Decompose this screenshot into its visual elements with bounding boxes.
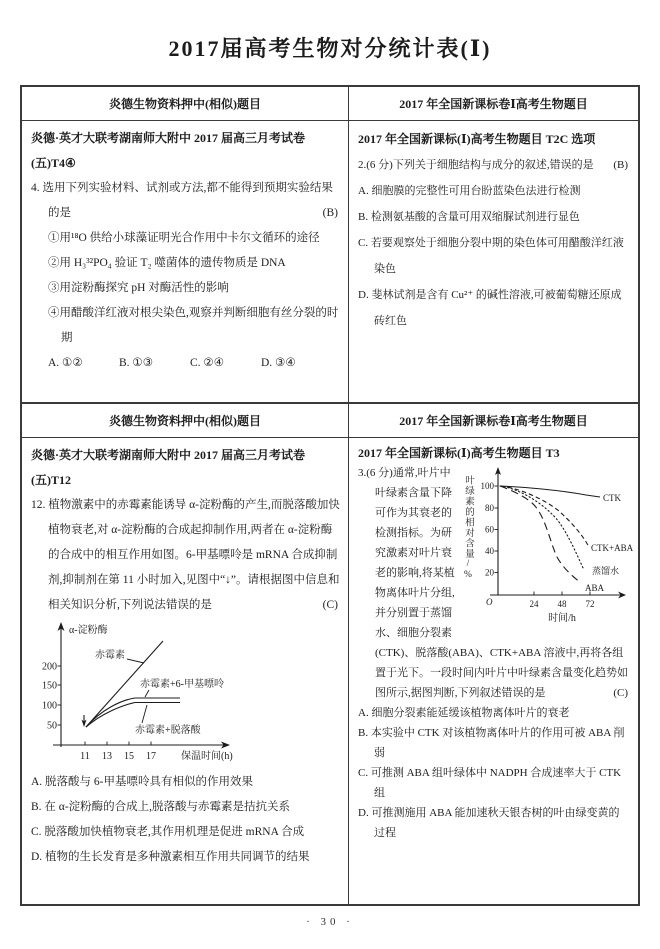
label-pointer: [142, 705, 147, 723]
label-pointer: [145, 690, 149, 697]
answer-key: (C): [613, 687, 628, 699]
statement-item: ②用 H₃³²PO₄ 验证 T₂ 噬菌体的遗传物质是 DNA: [48, 257, 286, 269]
choice-b: B. ①③: [119, 357, 154, 369]
question-stem: [31, 493, 340, 618]
series-label-ctk: CTK: [603, 493, 621, 503]
series-label-distilled-water: 蒸馏水: [592, 566, 620, 576]
choice-row: [48, 351, 340, 376]
section1-right-cell: [349, 121, 638, 402]
page-number: · 30 ·: [306, 916, 354, 928]
table-row-section1: [22, 121, 638, 404]
y-axis-label: α-淀粉酶: [69, 625, 108, 636]
series-curve-gibberellin-aba: [86, 703, 180, 728]
series-label-methylpurine: 赤霉素+6-甲基嘌呤: [140, 679, 224, 690]
option-d: D. 可推测施用 ABA 能加速秋天银杏树的叶由绿变黄的过程: [358, 807, 620, 839]
question-stem: [358, 463, 630, 703]
x-tick-15: 15: [124, 751, 134, 762]
option-a: A. 细胞膜的完整性可用台盼蓝染色法进行检测: [358, 185, 581, 197]
table-header-row-2: [22, 404, 638, 438]
statement-item: ④用醋酸洋红液对根尖染色,观察并判断细胞有丝分裂的时期: [48, 307, 339, 344]
table-row-section2: [22, 438, 638, 904]
option-c: C. 若要观察处于细胞分裂中期的染色体可用醋酸洋红液染色: [358, 237, 624, 275]
y-tick-40: 40: [485, 546, 494, 556]
x-tick-72: 72: [585, 599, 595, 609]
section2-right-cell: [349, 438, 638, 904]
origin-label: O: [486, 597, 493, 607]
answer-key: (B): [322, 207, 338, 219]
series-label-gibberellin: 赤霉素: [95, 650, 125, 661]
comparison-table: [20, 85, 640, 906]
y-tick-200: 200: [42, 661, 57, 673]
page-title: 2017届高考生物对分统计表(Ⅰ): [168, 36, 492, 61]
option-b: B. 检测氨基酸的含量可用双缩脲试剂进行显色: [358, 211, 580, 223]
series-label-aba: 赤霉素+脱落酸: [135, 725, 201, 736]
question-source: 炎德·英才大联考湖南师大附中 2017 届高三月考试卷(五)T4④: [31, 131, 306, 170]
question-text: 12. 植物激素中的赤霉素能诱导 α-淀粉酶的产生,而脱落酸加快植物衰老,对 α-淀粉酶的合成起抑制作用,两者在 α-淀粉酶的合成中的相互作用如图。6-甲基嘌呤是 mRNA 合成抑制剂,抑制剂在第 11 小时加入,见图中“↓”。请根据图中信息和相关知识分析,下列说法错误的是: [31, 499, 340, 611]
answer-key: (C): [322, 599, 338, 611]
option-a: A. 脱落酸与 6-甲基嘌呤具有相似的作用效果: [31, 776, 254, 788]
question-text: 3.(6 分)通常,叶片中叶绿素含量下降可作为其衰老的检测指标。为研究激素对叶片衰老的影响,将某植物离体叶片分组,并分别置于蒸馏水、细胞分裂素(CTK)、脱落酸(ABA)、CTK+ABA 溶液中,再将各组置于光下。一段时间内叶片中叶绿素含量变化趋势如图所示,据图判断,下列叙述错误的是: [358, 467, 628, 699]
section1-left-cell: [22, 121, 349, 402]
header-cell-left: 炎德生物资料押中(相似)题目: [22, 404, 349, 437]
choice-d: D. ③④: [261, 357, 296, 369]
option-c: C. 脱落酸加快植物衰老,其作用机理是促进 mRNA 合成: [31, 826, 305, 838]
option-c: C. 可推测 ABA 组叶绿体中 NADPH 合成速率大于 CTK 组: [358, 767, 622, 799]
question-stem: [31, 176, 340, 226]
header-cell-right: 2017 年全国新课标卷Ⅰ高考生物题目: [399, 97, 588, 111]
option-b: B. 本实验中 CTK 对该植物离体叶片的作用可被 ABA 削弱: [358, 727, 625, 759]
x-tick-13: 13: [102, 751, 112, 762]
question-stem: [358, 152, 630, 178]
option-d: D. 植物的生长发育是多种激素相互作用共同调节的结果: [31, 851, 310, 863]
header-cell-left: 炎德生物资料押中(相似)题目: [22, 87, 349, 120]
question-source: 炎德·英才大联考湖南师大附中 2017 届高三月考试卷(五)T12: [31, 448, 306, 487]
statement-item: ③用淀粉酶探究 pH 对酶活性的影响: [48, 282, 229, 294]
question-text: 2.(6 分)下列关于细胞结构与成分的叙述,错误的是: [358, 159, 594, 171]
y-tick-50: 50: [47, 720, 57, 732]
x-tick-24: 24: [529, 599, 539, 609]
series-label-ctk-aba: CTK+ABA: [591, 543, 634, 553]
question-text: 4. 选用下列实验材料、试剂或方法,都不能得到预期实验结果的是: [31, 182, 333, 219]
question-source: 2017 年全国新课标(Ⅰ)高考生物题目 T2C 选项: [358, 132, 596, 146]
x-axis-label: 保温时间(h): [181, 751, 233, 762]
choice-c: C. ②④: [190, 357, 225, 369]
header-cell-right: 2017 年全国新课标卷Ⅰ高考生物题目: [399, 414, 588, 428]
y-axis-label: 叶绿素的相对含量/%: [463, 475, 473, 581]
alpha-amylase-chart: [33, 620, 333, 770]
answer-key: (B): [613, 159, 628, 171]
x-axis-label: 时间/h: [548, 613, 576, 624]
x-tick-11: 11: [80, 751, 90, 762]
section2-left-cell: [22, 438, 349, 904]
option-d: D. 斐林试剂是含有 Cu²⁺ 的碱性溶液,可被葡萄糖还原成砖红色: [358, 289, 622, 327]
series-label-aba: ABA: [585, 583, 605, 593]
x-tick-17: 17: [146, 751, 156, 762]
y-tick-100: 100: [480, 481, 494, 491]
table-header-row-1: [22, 87, 638, 121]
statement-item: ①用¹⁸O 供给小球藻证明光合作用中卡尔文循环的途径: [48, 232, 320, 244]
question-source: 2017 年全国新课标(Ⅰ)高考生物题目 T3: [358, 446, 560, 460]
choice-a: A. ①②: [48, 357, 83, 369]
y-tick-150: 150: [42, 680, 57, 692]
label-pointer: [127, 659, 144, 663]
y-tick-100: 100: [42, 700, 57, 712]
y-tick-20: 20: [485, 567, 494, 578]
option-a: A. 细胞分裂素能延缓该植物离体叶片的衰老: [358, 707, 570, 719]
x-tick-48: 48: [557, 599, 567, 609]
y-tick-80: 80: [485, 503, 494, 513]
option-b: B. 在 α-淀粉酶的合成上,脱落酸与赤霉素是拮抗关系: [31, 801, 291, 813]
y-tick-60: 60: [485, 524, 494, 535]
